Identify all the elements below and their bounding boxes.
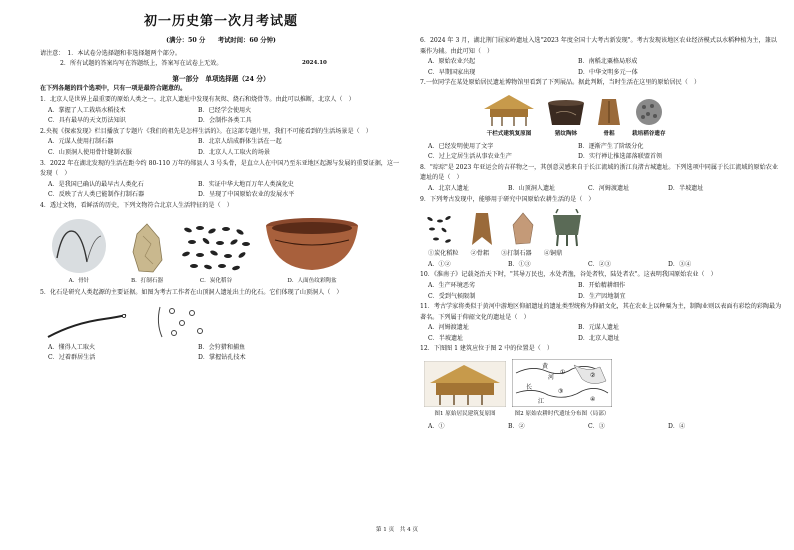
option-b: B．北京人结成群体生活在一起: [198, 138, 282, 146]
notice: [40, 49, 402, 70]
exhibit-caption-3: 骨耜: [603, 130, 615, 137]
option-b: B．开始精耕细作: [578, 281, 626, 289]
left-column: [40, 8, 402, 364]
exam-title: 初一历史第一次月考试题: [143, 14, 298, 29]
exhibit-caption-4: 栽培稻谷遗存: [632, 130, 666, 137]
option-a: A．已经发明使用了文字: [428, 142, 494, 150]
caption-b: B．打制石器: [130, 277, 164, 284]
page-footer: 第 1 页 共 4 页: [375, 527, 419, 533]
discovery-images: [424, 209, 782, 247]
map-label-huang: 黄: [542, 363, 549, 371]
stone-tool-image: [129, 222, 165, 274]
map-marker-1: ①: [560, 369, 566, 377]
option-a: A．①: [428, 422, 445, 430]
option-c: C．过上定居生活从事农业生产: [428, 153, 512, 161]
figure-2-caption: 图2 原始农耕时代遗址分布图（局部）: [514, 411, 610, 418]
question-stem: 9．下列考古发现中，能够用于研究中国原始农耕生活的是（ ）: [420, 195, 595, 203]
section-title: 第一部分 单项选择题（24 分）: [172, 74, 270, 83]
option-d: D．会制作各类工具: [198, 117, 252, 125]
option-a: A．是我国已确认的最早古人类化石: [48, 180, 144, 188]
discovery-labels: ①炭化稻粒 ②骨耜 ③打制石器 ④铜鼎: [428, 250, 563, 258]
exhibit-caption-2: 猪纹陶钵: [554, 130, 578, 137]
q12-figures: [424, 359, 782, 420]
option-b: B．实证中华大地百万年人类演化史: [198, 180, 294, 188]
option-c: C．②③: [588, 260, 611, 268]
rice-remains-image: [634, 97, 664, 127]
option-a: A．北京人遗址: [428, 184, 469, 192]
right-column: [420, 8, 782, 432]
bone-spade-figure: [594, 97, 624, 140]
option-b: B．逐渐产生了阶级分化: [578, 142, 644, 150]
question-stem: 3．2022 年在湖北发现的生活在距今约 80-110 万年的郧县人 3 号头骨，是直立人在中国乃至东亚地区起源与发展的重要证据，这一发现（ ）: [40, 159, 400, 178]
option-a: A．元谋人使用打制石器: [48, 138, 114, 146]
question-12: [420, 344, 782, 432]
painted-pottery-figure: [262, 216, 362, 287]
rice-remains-figure: [632, 97, 666, 140]
map-label-he: 河: [548, 374, 555, 382]
option-d: D．实行禅让推选部落联盟首领: [578, 153, 663, 161]
fossil-images: [44, 303, 402, 341]
question-8: [420, 163, 782, 195]
question-7: [420, 78, 782, 162]
option-d: D．④: [668, 422, 686, 430]
map-label-jiang: 江: [538, 398, 545, 406]
option-b: B．元谋人遗址: [578, 324, 620, 332]
caption-a: A．骨针: [68, 277, 90, 284]
section-instruction: 在下列各题的四个选项中，只有一项是最符合题意的。: [40, 85, 187, 93]
pig-pottery-figure: [546, 97, 586, 140]
carbonized-rice-figure: [176, 222, 256, 287]
caption-d: D．人面鱼纹彩陶盆: [287, 277, 337, 284]
chipped-stone-image: [510, 211, 536, 247]
question-stem: 6．2024 年 3 月，湖北荆门屈家岭遗址入选"2023 年度全国十大考古新发现"。考古发现该地区农业经济模式以水稻种植为主，兼以粟作为辅。由此可知（ ）: [420, 37, 777, 55]
question-3: [40, 159, 402, 201]
pig-pottery-bowl-image: [546, 97, 586, 127]
option-c: C．受到气候限制: [428, 292, 476, 300]
question-stem: 8．"琮琮"是 2023 年亚运会的吉祥物之一，其创意灵感来自于长江流域的浙江良渚古城遗址。下列选项中同属于长江流域的原始农业遗址的是（ ）: [420, 163, 778, 182]
map-marker-3: ③: [558, 388, 564, 396]
option-c: C．早期国家出现: [428, 68, 476, 76]
caption-c: C．炭化稻谷: [199, 277, 233, 284]
question-11: [420, 302, 782, 344]
site-distribution-map: [512, 359, 612, 407]
notice-2: 2．所有试题的答案均写在答题纸上，答案写在试卷上无效。: [60, 60, 223, 68]
question-stem: 2.央视《探索发现》栏目播放了专题片《我们的祖先是怎样生活的》。在这部专题片里，我们不可能看到的生活场景是（ ）: [40, 127, 372, 135]
stone-tool-figure: [124, 222, 170, 287]
option-b: B．山顶洞人遗址: [508, 184, 556, 192]
carbonized-grain-image: [424, 213, 454, 247]
question-stem: 4．透过文物，看鲜活的历史，下列文物符合北京人生活特征的是（ ）: [40, 201, 233, 209]
option-d: D．北京人人工取火的场景: [198, 148, 270, 156]
option-a: A．①②: [428, 260, 451, 268]
option-d: D．生产因地制宜: [578, 292, 626, 300]
notice-1: 请注意： 1．本试卷分选择题和非选择题两个部分。: [40, 49, 181, 57]
option-c: C．河姆渡遗址: [588, 184, 630, 192]
figure-2: [512, 359, 612, 420]
semi-subterranean-house-image: [424, 361, 506, 407]
option-d: D．呈现了中国原始农业的发展水平: [198, 191, 295, 199]
question-10: [420, 270, 782, 302]
option-b: B．会狩猎和捕鱼: [198, 343, 246, 351]
option-b: B．已经学会使用火: [198, 106, 252, 114]
question-6: [420, 36, 782, 78]
question-stem: 10．《淮南子》记载尧治天下时，"其导万民也，水处者渔，谷处者牧，陆处者农"。这表明我国原始农业（ ）: [420, 271, 717, 279]
option-d: D．北京人遗址: [578, 334, 620, 342]
option-a: A．懂得人工取火: [48, 343, 96, 351]
carbonized-rice-image: [180, 222, 252, 274]
exhibit-caption-1: 干栏式建筑复原图: [486, 130, 532, 137]
question-9: [420, 195, 782, 271]
question-5: [40, 288, 402, 364]
option-b: B．②: [508, 422, 525, 430]
exhibit-images: [480, 93, 782, 140]
bone-needle-image: [43, 218, 115, 274]
option-c: C．③: [588, 422, 605, 430]
map-marker-4: ④: [590, 396, 596, 404]
option-d: D．半坡遗址: [668, 184, 704, 192]
question-stem: 1．北京人是世界上最重要的原始人类之一。北京人遗址中发现有灰烬、烧石和烧骨等。由此可以推断，北京人（ ）: [40, 95, 355, 103]
question-stem: 5．化石是研究人类起源的主要证据。如图为考古工作者在山顶洞人遗址出土的化石。它们体现了山顶洞人（ ）: [40, 289, 343, 297]
question-stem: 7.一位同学在某处原始居民遗址博物馆里看到了下列展品。据此判断，当时生活在这里的原始居民（ ）: [420, 79, 701, 87]
option-d: D．中华文明多元一体: [578, 68, 638, 76]
stilt-house-figure: [480, 93, 538, 140]
bone-spade-small-image: [468, 211, 496, 247]
question-2: [40, 127, 402, 159]
score-line: (满分：50 分 考试时间：60 分钟): [166, 37, 276, 44]
map-marker-2: ②: [590, 372, 596, 380]
exam-date: 2024.10: [302, 60, 327, 66]
option-a: A．原始农业兴起: [428, 58, 476, 66]
map-label-chang: 长: [526, 384, 533, 392]
bronze-ding-image: [550, 209, 584, 247]
bone-needle-figure: [40, 218, 118, 287]
bone-spade-image: [594, 97, 624, 127]
figure-1-caption: 图1 原始居民建筑复原图: [434, 411, 496, 418]
option-c: C．半坡遗址: [428, 334, 464, 342]
option-a: A．掌握了人工栽培水稻技术: [48, 106, 126, 114]
option-d: D．掌握钻孔技术: [198, 354, 246, 362]
question-stem: 12．下图图 1 建筑应位于图 2 中的位置是（ ）: [420, 345, 553, 353]
stilt-house-image: [480, 93, 538, 127]
option-c: C．反映了古人类已能制作打制石器: [48, 191, 145, 199]
option-b: B．南稻北粟格局形成: [578, 58, 638, 66]
option-a: A．河姆渡遗址: [428, 324, 469, 332]
bone-needle-fossil-image: [44, 311, 130, 341]
option-c: C．具有最早的天文历法知识: [48, 117, 126, 125]
option-c: C．山顶洞人使用骨针缝制衣服: [48, 148, 132, 156]
option-d: D．③④: [668, 260, 692, 268]
option-a: A．生产环境恶劣: [428, 281, 476, 289]
perforated-ornament-image: [154, 303, 214, 341]
painted-pottery-image: [263, 216, 361, 274]
question-4: [40, 201, 402, 286]
figure-1: [424, 361, 506, 420]
question-stem: 11．考古学家将类似于黄河中游地区仰韶遗址的遗址类型统称为仰韶文化，其在农业上以种粟为主，制陶业则以表面有彩绘的彩陶最为著名。下列属于仰韶文化的遗址是（ ）: [420, 303, 782, 321]
option-c: C．过着群居生活: [48, 354, 96, 362]
option-b: B．①③: [508, 260, 531, 268]
question-1: [40, 95, 402, 127]
artifact-images: [40, 216, 402, 287]
